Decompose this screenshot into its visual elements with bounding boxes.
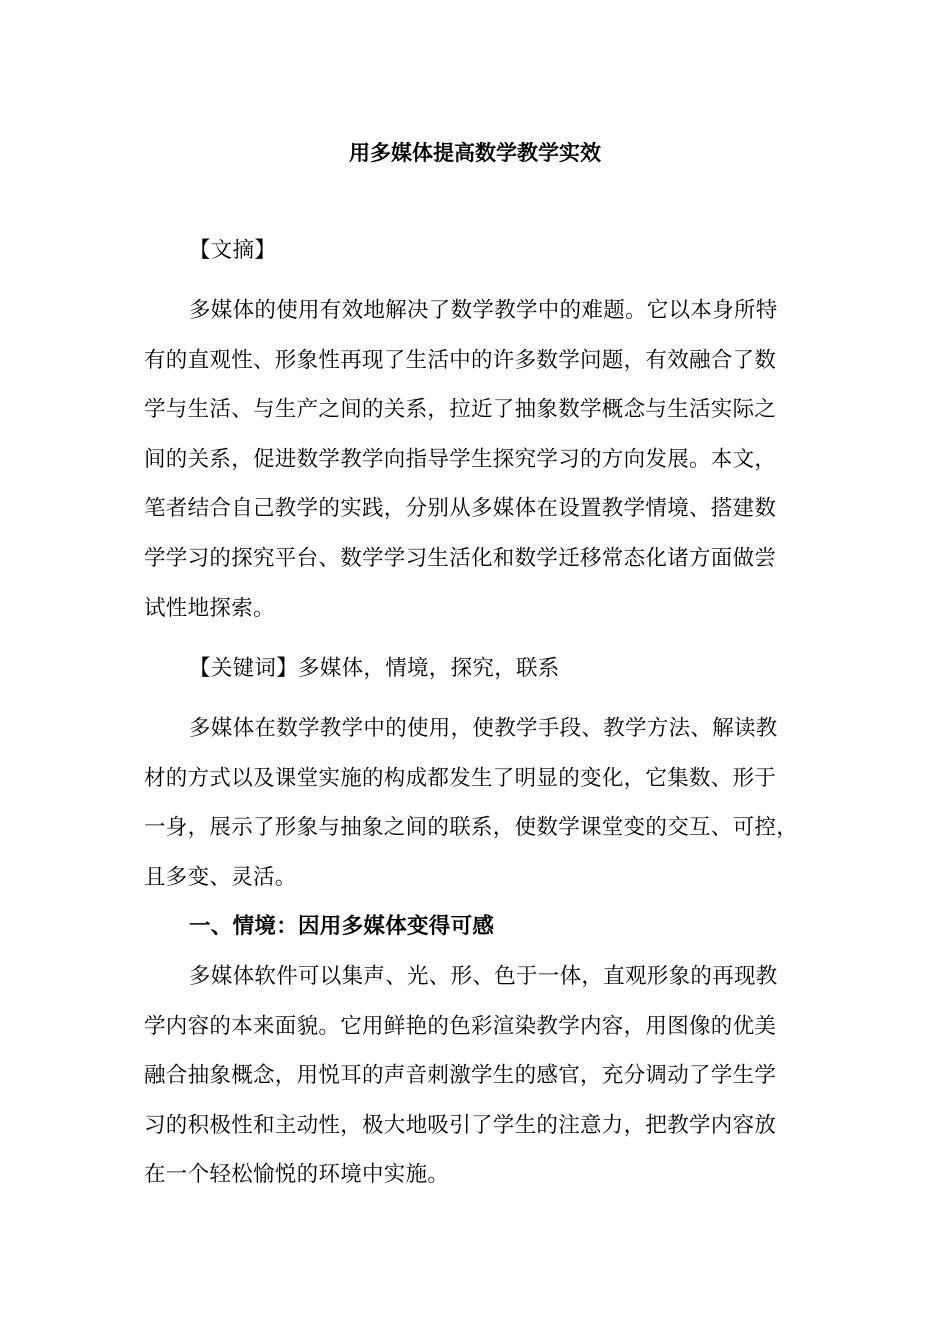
text-line: 间的关系，促进数学教学向指导学生探究学习的方向发展。本文， <box>144 446 777 472</box>
section1-paragraph <box>144 952 824 1200</box>
text-line: 学与生活、与生产之间的关系，拉近了抽象数学概念与生活实际之 <box>144 397 777 423</box>
abstract-paragraph <box>144 286 824 633</box>
intro-paragraph <box>144 704 824 902</box>
text-line: 学学习的探究平台、数学学习生活化和数学迁移常态化诸方面做尝 <box>144 545 777 571</box>
section-heading: 一、情境：因用多媒体变得可感 <box>189 914 495 939</box>
text-line: 在一个轻松愉悦的环境中实施。 <box>144 1162 450 1188</box>
abstract-heading: 【文摘】 <box>189 238 277 263</box>
text-line: 有的直观性、形象性再现了生活中的许多数学问题，有效融合了数 <box>144 347 777 373</box>
text-line: 学内容的本来面貌。它用鲜艳的色彩渲染教学内容，用图像的优美 <box>144 1013 777 1039</box>
text-line: 且多变、灵活。 <box>144 864 297 890</box>
text-line: 习的积极性和主动性，极大地吸引了学生的注意力，把教学内容放 <box>144 1112 777 1138</box>
text-line: 融合抽象概念，用悦耳的声音刺激学生的感官，充分调动了学生学 <box>144 1063 777 1089</box>
text-line: 材的方式以及课堂实施的构成都发生了明显的变化，它集数、形于 <box>144 765 777 791</box>
text-line: 试性地探索。 <box>144 595 275 621</box>
keywords-line: 【关键词】多媒体，情境，探究，联系 <box>189 656 560 681</box>
text-line: 多媒体的使用有效地解决了数学教学中的难题。它以本身所特 <box>189 298 778 323</box>
text-line: 多媒体在数学教学中的使用，使教学手段、教学方法、解读教 <box>189 716 778 741</box>
text-line: 一身，展示了形象与抽象之间的联系，使数学课堂变的交互、可控， <box>144 815 799 841</box>
document-title: 用多媒体提高数学教学实效 <box>349 141 601 165</box>
text-line: 笔者结合自己教学的实践，分别从多媒体在设置教学情境、搭建数 <box>144 496 777 522</box>
text-line: 多媒体软件可以集声、光、形、色于一体，直观形象的再现教 <box>189 964 778 989</box>
